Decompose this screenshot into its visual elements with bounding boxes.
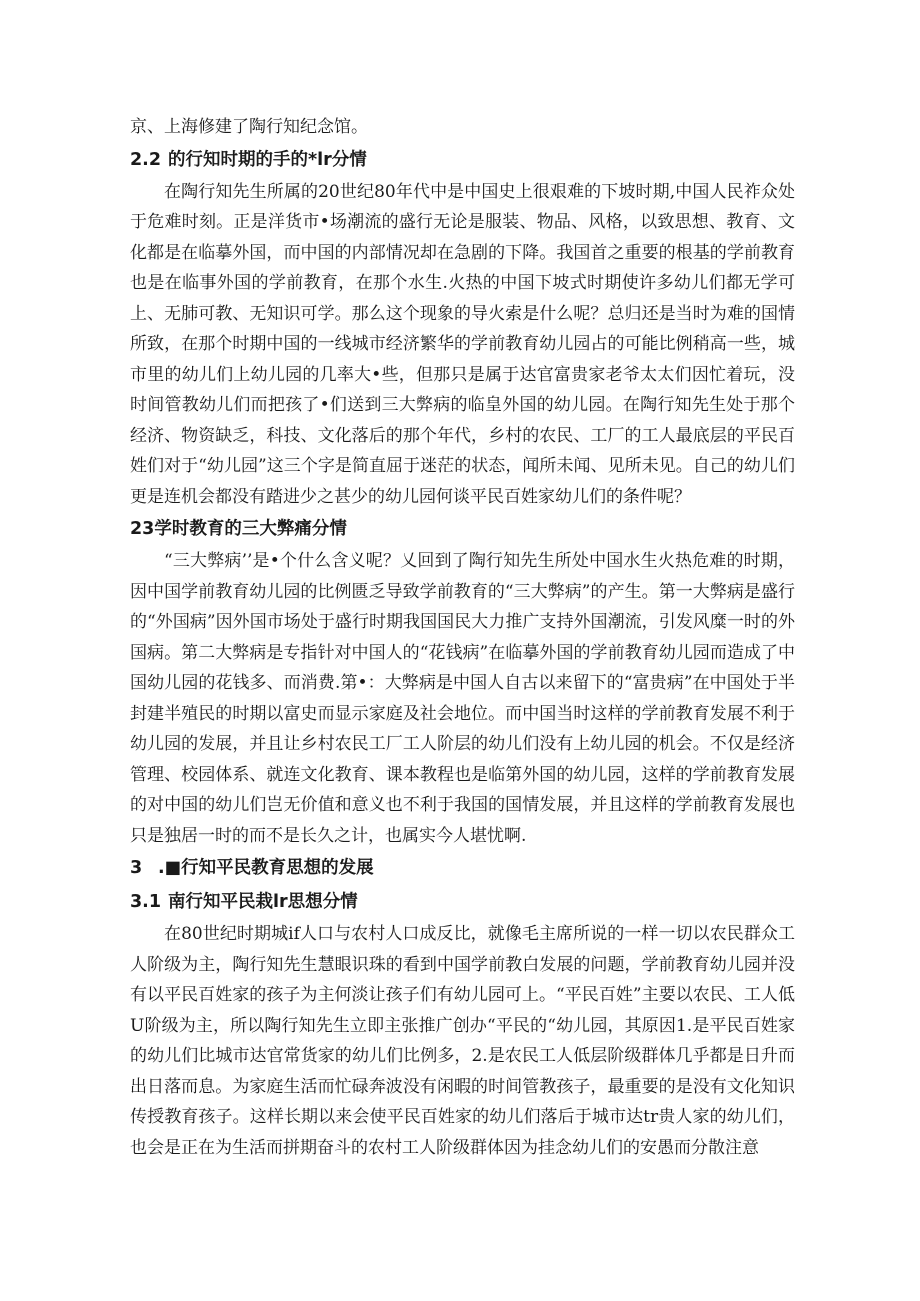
document-page	[130, 112, 795, 1163]
section-number: 3	[130, 858, 143, 878]
paragraph-3: 在80世纪时期城if人口与农村人口成反比，就像毛主席所说的一样一切以农民群众工人阶级为主，陶行知先生慧眼识珠的看到中国学前教白发展的问题，学前教育幼儿园并没有以平民百姓家的孩子为主何淡让孩子们有幼儿园可上。“平民百姓”主要以农民、工人低U阶级为主，所以陶行知先生立即主张推广创办“平民的“幼儿园，其原因1.是平民百姓家的幼儿们比城市达官常货家的幼儿们比例多，2.是农民工人低层阶级群体几乎都是日升而出日落而息。为家庭生活而忙碌奔波没有闲暇的时间管教孩子，最重要的是没有文化知识传授教育孩子。这样长期以来会使平民百姓家的幼儿们落后于城市达tr贵人家的幼儿们，也会是正在为生活而拼期奋斗的农村工人阶级群体因为挂念幼儿们的安愚而分散注意	[130, 924, 795, 1158]
section-heading-3-1	[130, 885, 795, 919]
section-title: .■行知平民教育思想的发展	[158, 858, 374, 878]
paragraph-continuation: 京、上海修建了陶行知纪念馆。	[130, 117, 368, 137]
paragraph-1: 在陶行知先生所属的20世纪80年代中是中国史上很艰难的下坡时期,中国人民祚众处于危难时刻。正是洋货市•场潮流的盛行无论是服装、物品、风格，以致思想、教育、文化都是在临摹外国，而中国的内部情况却在急剧的下降。我国首之重要的根基的学前教育也是在临事外国的学前教育，在那个水生.火热的中国下坡式时期使许多幼儿们都无学可上、无肺可教、无知识可学。那么这个现象的导火索是什么呢？总归还是当时为难的国情所致，在那个时期中国的一线城市经济繁华的学前教育幼儿园占的可能比例稍高一些，城市里的幼儿们上幼儿园的几率大•些，但那只是属于达官富贵家老爷太太们因忙着玩，没时间管教幼儿们而把孩了•们送到三大弊病的临皇外国的幼儿园。在陶行知先生处于那个经济、物资缺乏，科技、文化落后的那个年代，乡村的农民、工厂的工人最底层的平民百姓们对于“幼儿园”这三个字是简直屈于迷茫的状态，闻所未闻、见所未见。自己的幼儿们更是连机会都没有踏进少之甚少的幼儿园何谈平民百姓家幼儿们的条件呢？	[130, 181, 795, 507]
section-number: 3.1	[130, 892, 162, 912]
paragraph-2: “三大弊病’’是•个什么含义呢？乂回到了陶行知先生所处中国水生火热危难的时期，因中国学前教育幼儿园的比例匮乏导致学前教育的“三大弊病”的产生。第一大弊病是盛行的“外国病”因外国市场处于盛行时期我国国民大力推广支持外国潮流，引发风糜一时的外国病。第二大弊病是专指针对中国人的“花钱病”在临摹外国的学前教育幼儿园而造成了中国幼儿园的花钱多、而消费.第•：大弊病是中国人自古以来留下的“富贵病”在中国处于半封建半殖民的时期以富史而显示家庭及社会地位。而中国当时这样的学前教育发展不利于幼儿园的发展，并且让乡村农民工厂工人阶层的幼儿们没有上幼儿园的机会。不仅是经济管理、校园体系、就连文化教育、课本教程也是临第外国的幼儿园，这样的学前教育发展的对中国的幼儿们岂无价值和意义也不利于我国的国情发展，并且这样的学前教育发展也只是独居一时的而不是长久之计，也属实今人堪忧啊.	[130, 551, 795, 846]
section-title: 南行知平民栽lr思想分情	[168, 892, 358, 912]
section-heading-2-2	[130, 143, 795, 177]
section-heading-2-3: 23学时教育的三大弊痛分情	[130, 519, 347, 539]
section-heading-3	[130, 851, 795, 885]
section-number: 2.2	[130, 149, 162, 170]
section-title: 的行知时期的手的*lr分情	[168, 149, 367, 170]
